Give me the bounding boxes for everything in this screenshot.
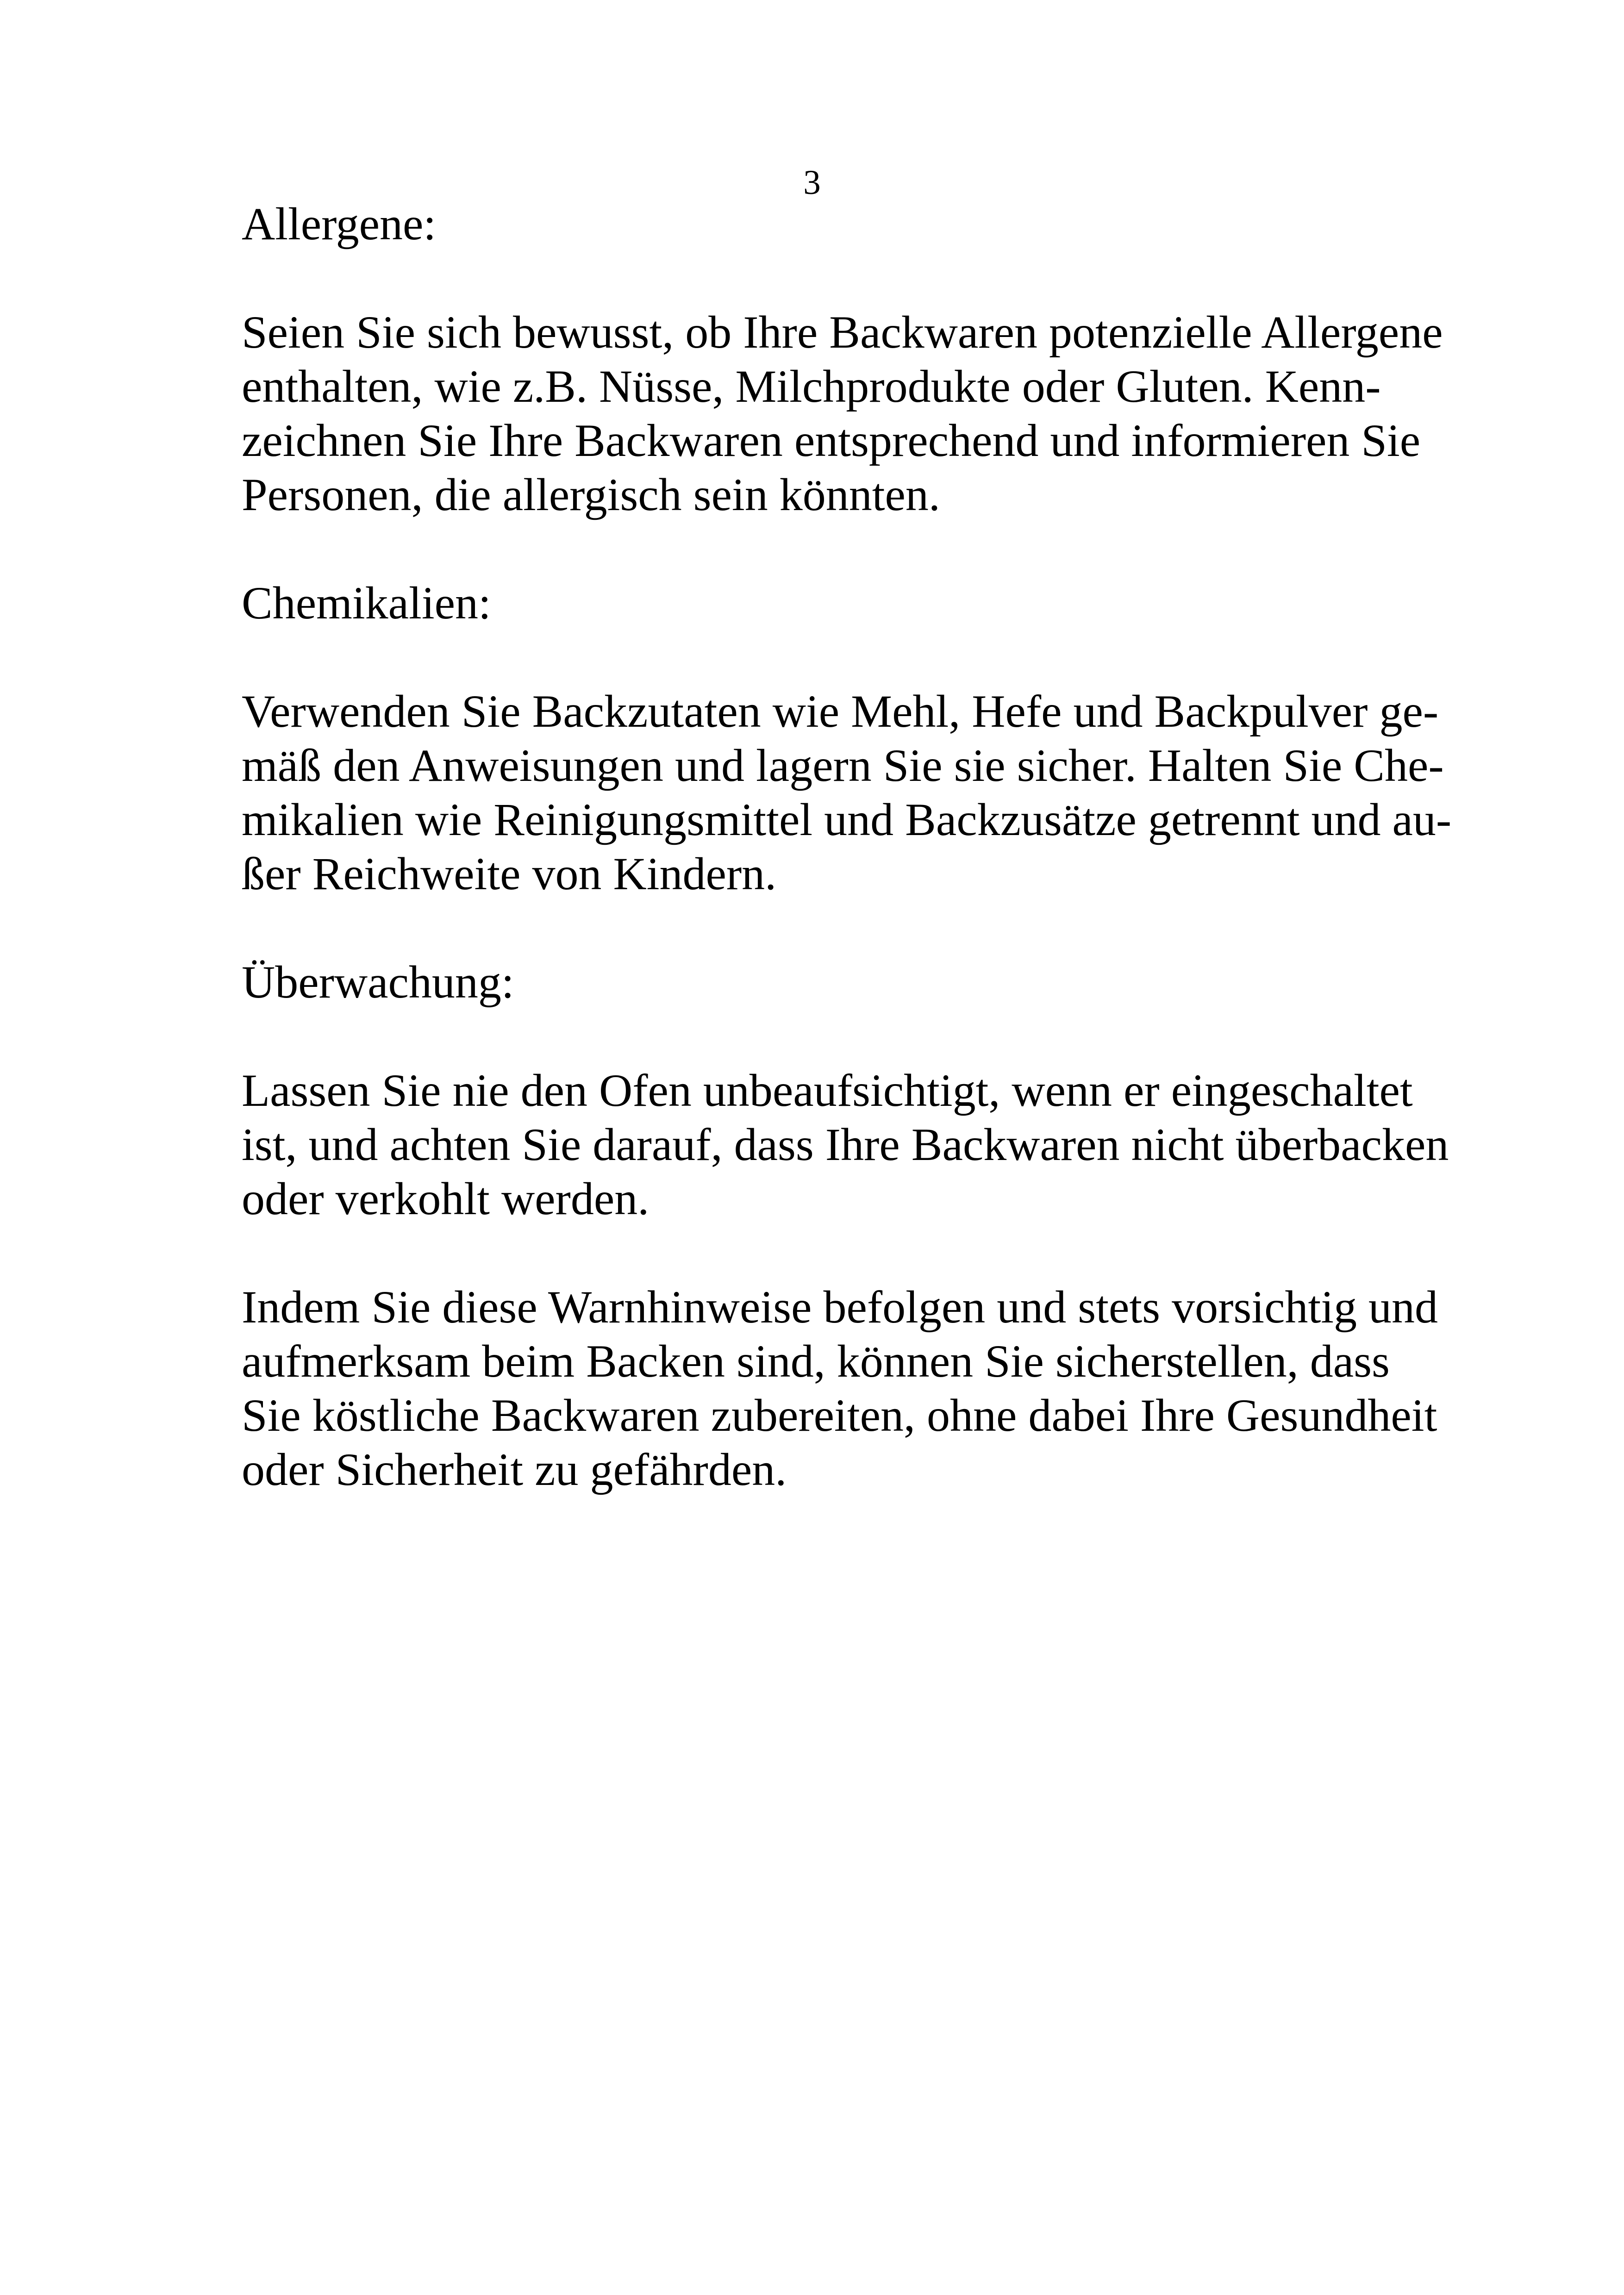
heading-text: Chemikalien: [242, 577, 491, 629]
paragraph-ueberwachung [242, 1063, 1455, 1226]
page-content [242, 197, 1455, 1551]
section-heading-chemikalien [242, 576, 1455, 630]
section-heading-allergene [242, 197, 1455, 251]
paragraph-line: Lassen Sie nie den Ofen unbeaufsichtigt, wenn er eingeschaltet [242, 1065, 1413, 1116]
paragraph-line: ßer Reichweite von Kindern. [242, 848, 777, 899]
section-heading-ueberwachung [242, 955, 1455, 1009]
paragraph-line: Personen, die allergisch sein könnten. [242, 469, 940, 520]
page-number: 3 [803, 163, 821, 202]
paragraph-line: aufmerksam beim Backen sind, können Sie sicherstellen, dass [242, 1335, 1390, 1387]
paragraph-line: Sie köstliche Backwaren zubereiten, ohne dabei Ihre Gesundheit [242, 1390, 1437, 1441]
paragraph-line: enthalten, wie z.B. Nüsse, Milchprodukte oder Gluten. Kenn- [242, 361, 1381, 412]
paragraph-line: zeichnen Sie Ihre Backwaren entsprechend und informieren Sie [242, 415, 1421, 466]
paragraph-line: oder verkohlt werden. [242, 1173, 650, 1224]
paragraph-allergene [242, 305, 1455, 522]
paragraph-line: Verwenden Sie Backzutaten wie Mehl, Hefe und Backpulver ge- [242, 686, 1439, 737]
heading-text: Überwachung: [242, 956, 514, 1008]
paragraph-line: ist, und achten Sie darauf, dass Ihre Backwaren nicht überbacken [242, 1119, 1449, 1170]
paragraph-chemikalien [242, 684, 1455, 901]
paragraph-line: Indem Sie diese Warnhinweise befolgen und stets vorsichtig und [242, 1281, 1438, 1333]
paragraph-conclusion [242, 1280, 1455, 1497]
heading-text: Allergene: [242, 198, 437, 249]
paragraph-line: mikalien wie Reinigungsmittel und Backzusätze getrennt und au- [242, 794, 1452, 845]
paragraph-line: mäß den Anweisungen und lagern Sie sie sicher. Halten Sie Che- [242, 740, 1444, 791]
paragraph-line: Seien Sie sich bewusst, ob Ihre Backwaren potenzielle Allergene [242, 306, 1443, 358]
paragraph-line: oder Sicherheit zu gefährden. [242, 1444, 787, 1495]
